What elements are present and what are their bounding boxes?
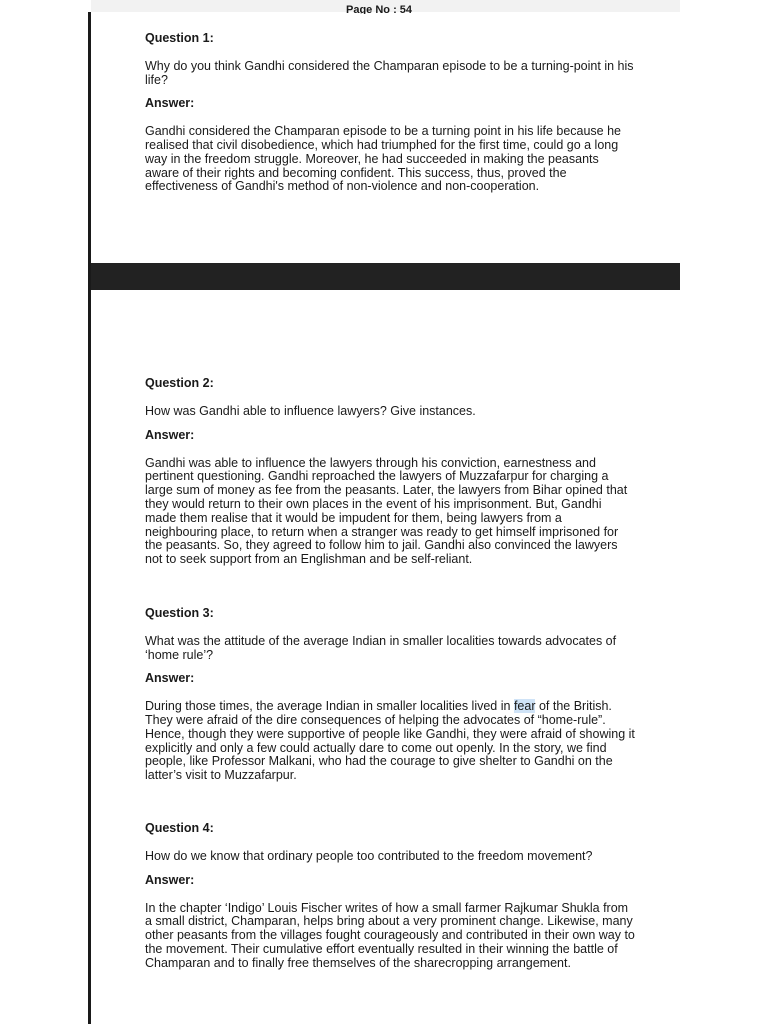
- question-heading: Question 3:: [145, 606, 214, 620]
- question-text: Why do you think Gandhi considered the Champaran episode to be a turning-point in his life?: [145, 59, 634, 87]
- answer-text: Gandhi considered the Champaran episode to be a turning point in his life because he realised that civil disobedience, which had triumphed for the first time, could go a long way in the freedom struggle. Moreover, he had succeeded in making the peasants aware of their rights and becoming confident. This success, thus, proved the effectiveness of Gandhi's method of non-violence and non-cooperation.: [145, 124, 622, 194]
- answer-heading: Answer:: [145, 96, 195, 111]
- qa-block-3: [145, 606, 635, 783]
- question-text: How do we know that ordinary people too contributed to the freedom movement?: [145, 849, 593, 863]
- answer-text: [145, 700, 635, 783]
- question-heading: Question 1:: [145, 31, 214, 45]
- selected-word-highlight[interactable]: fear: [513, 699, 536, 714]
- page-left-border: [88, 12, 91, 1024]
- qa-block-4: [145, 821, 635, 971]
- question-text: How was Gandhi able to influence lawyers? Give instances.: [145, 404, 476, 418]
- answer-text: In the chapter ‘Indigo’ Louis Fischer writes of how a small farmer Rajkumar Shukla from a small district, Champaran, helps bring about a very prominent change. Likewise, many other peasants from the villages fought courageously and contributed in their own way to the movement. Their cumulative effort eventually resulted in their winning the battle of Champaran and to finally free themselves of the sharecropping arrangement.: [145, 900, 635, 970]
- answer-text: Gandhi was able to influence the lawyers through his conviction, earnestness and pertinent questioning. Gandhi reproached the lawyers of Muzzafarpur for charging a large sum of money as fee from the peasants. Later, the lawyers from Bihar opined that they would return to their own places in the event of his imprisonment. But, Gandhi made them realise that it would be impudent for them, being lawyers from a neighbouring place, to return when a stranger was ready to get himself imprisoned for the peasants. So, they agreed to follow him to jail. Gandhi also convinced the lawyers not to seek support from an Englishman and be self-reliant.: [145, 455, 628, 567]
- page-break-divider: [91, 263, 680, 290]
- question-text: What was the attitude of the average Indian in smaller localities towards advocates of ‘home rule’?: [145, 634, 617, 662]
- answer-heading: Answer:: [145, 427, 195, 442]
- answer-heading: Answer:: [145, 671, 195, 686]
- answer-heading: Answer:: [145, 872, 195, 887]
- answer-text-part: of the British. They were afraid of the dire consequences of helping the advocates of “home-rule”. Hence, though they were supportive of people like Gandhi, they were afraid of showing it explicitly and only a few could actually dare to come out openly. In the story, we find people, like Professor Malkani, who had the courage to give shelter to Gandhi on the latter’s visit to Muzzafarpur.: [145, 699, 635, 783]
- qa-block-2: [145, 376, 635, 567]
- page-number: Page No : 54: [346, 4, 413, 14]
- question-heading: Question 2:: [145, 376, 214, 390]
- answer-text-part: During those times, the average Indian in smaller localities lived in: [145, 699, 514, 714]
- question-heading: Question 4:: [145, 821, 214, 835]
- qa-block-1: [145, 31, 635, 194]
